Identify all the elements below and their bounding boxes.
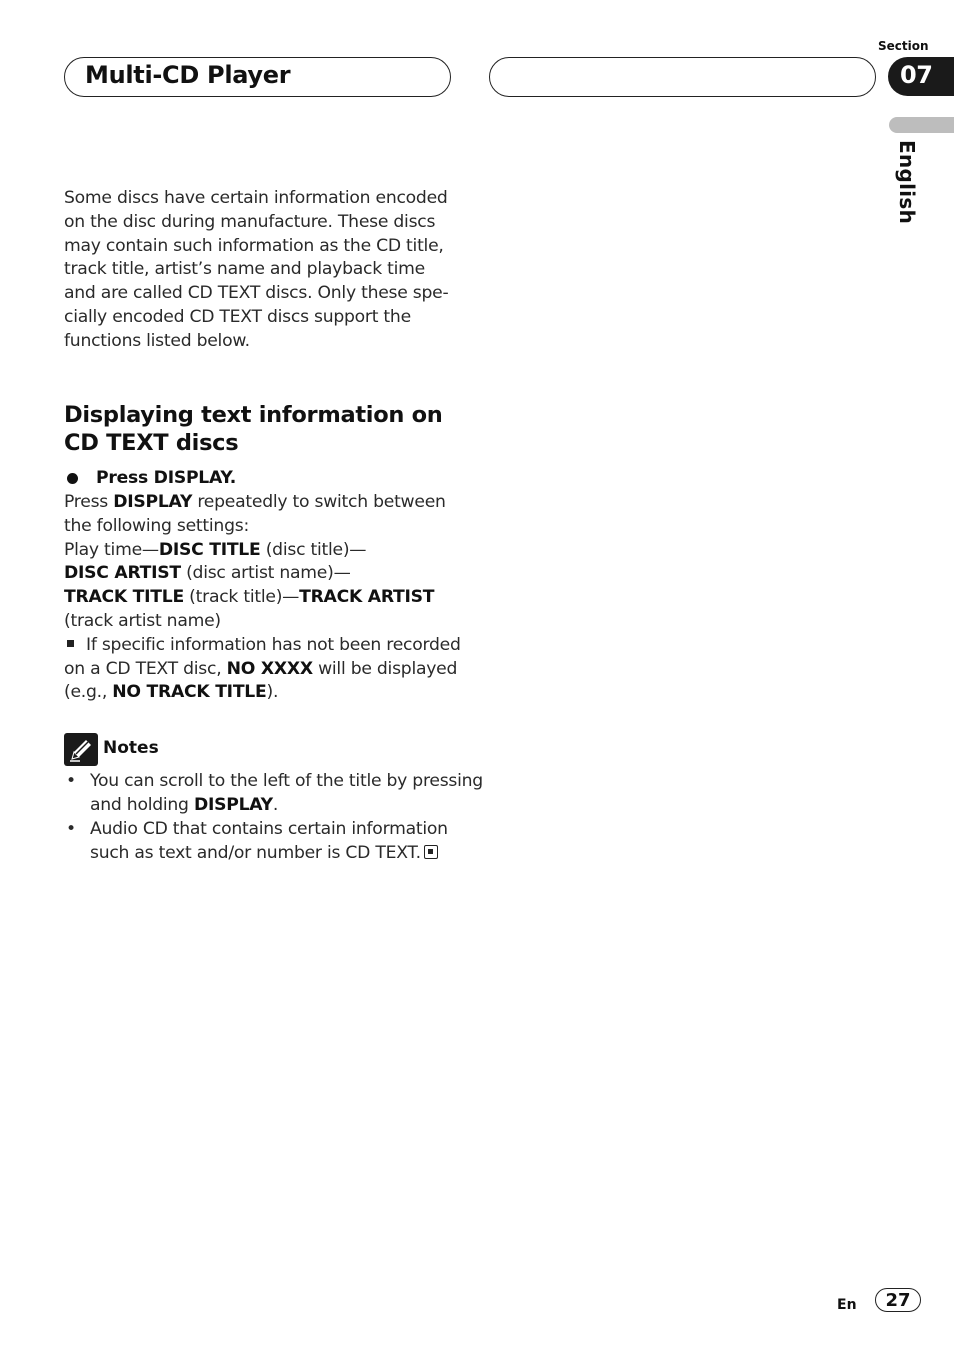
body-text: (track title)— — [183, 587, 300, 608]
note-text — [90, 770, 483, 818]
intro-line: cially encoded CD TEXT discs support the — [64, 306, 411, 327]
intro-paragraph — [64, 187, 454, 354]
body-text: repeatedly to switch between — [192, 492, 446, 512]
body-key: DISC ARTIST — [64, 563, 181, 584]
intro-line: Some discs have certain information encoded — [64, 188, 448, 208]
intro-line: track title, artist’s name and playback time — [64, 259, 425, 280]
note-text-part: and holding — [90, 794, 194, 815]
section-label: Section — [878, 39, 929, 53]
body-line — [64, 634, 461, 658]
note-line — [90, 842, 448, 866]
chapter-title: Multi-CD Player — [85, 61, 291, 89]
pencil-icon — [64, 733, 98, 766]
note-bullet-icon: • — [66, 771, 76, 791]
end-of-section-icon — [424, 845, 438, 859]
heading-line: CD TEXT discs — [64, 430, 239, 456]
body-key: NO XXXX — [226, 658, 313, 679]
note-line — [90, 794, 483, 818]
page-number: 27 — [885, 1290, 911, 1311]
note-text-part: such as text and/or number is CD TEXT. — [90, 842, 421, 863]
body-line — [64, 586, 454, 610]
note-bullet-icon: • — [66, 819, 76, 839]
body-line — [64, 681, 454, 705]
step-text: Press DISPLAY. — [96, 468, 237, 488]
square-bullet-icon — [67, 640, 74, 647]
intro-line: and are called CD TEXT discs. Only these spe- — [64, 283, 449, 304]
body-text: If specific information has not been recorded — [86, 634, 461, 655]
body-line: (track artist name) — [64, 610, 221, 631]
header-blank-banner — [489, 57, 876, 97]
intro-line: may contain such information as the CD title, — [64, 235, 444, 256]
page-number-badge — [875, 1288, 921, 1312]
body-line: the following settings: — [64, 515, 249, 536]
note-line: You can scroll to the left of the title by pressing — [90, 771, 483, 791]
body-key: TRACK TITLE — [64, 587, 184, 608]
body-text: Press — [64, 492, 114, 512]
body-key: TRACK ARTIST — [299, 587, 435, 608]
note-key: DISPLAY — [193, 794, 273, 815]
step-bullet-icon — [67, 473, 78, 484]
intro-line: on the disc during manufacture. These discs — [64, 211, 436, 232]
heading-line: Displaying text information on — [64, 402, 443, 428]
body-text: (disc title)— — [260, 539, 367, 560]
body-line — [64, 539, 454, 563]
body-text: will be displayed — [312, 658, 458, 679]
footer-language-code: En — [837, 1297, 857, 1313]
body-text: ). — [266, 682, 279, 703]
body-text: (disc artist name)— — [180, 563, 351, 584]
body-line — [64, 562, 454, 586]
body-key: DISC TITLE — [158, 539, 261, 560]
chapter-title-banner — [64, 57, 451, 97]
note-text-part: . — [272, 794, 279, 815]
body-text: (e.g., — [64, 682, 113, 703]
section-number: 07 — [900, 61, 933, 89]
body-line — [64, 658, 458, 682]
body-text: Play time— — [64, 539, 159, 560]
section-tab — [888, 57, 954, 96]
section-heading — [64, 401, 464, 457]
language-tab — [889, 117, 954, 133]
note-text — [90, 818, 448, 866]
language-label-text: English — [895, 140, 919, 225]
body-key: DISPLAY — [113, 492, 193, 512]
body-line — [64, 491, 454, 515]
step-body — [64, 491, 461, 705]
language-label — [894, 140, 920, 225]
notes-title: Notes — [103, 738, 159, 758]
intro-line: functions listed below. — [64, 330, 250, 351]
body-text: on a CD TEXT disc, — [64, 658, 227, 679]
body-key: NO TRACK TITLE — [112, 682, 267, 703]
note-line: Audio CD that contains certain information — [90, 819, 448, 839]
